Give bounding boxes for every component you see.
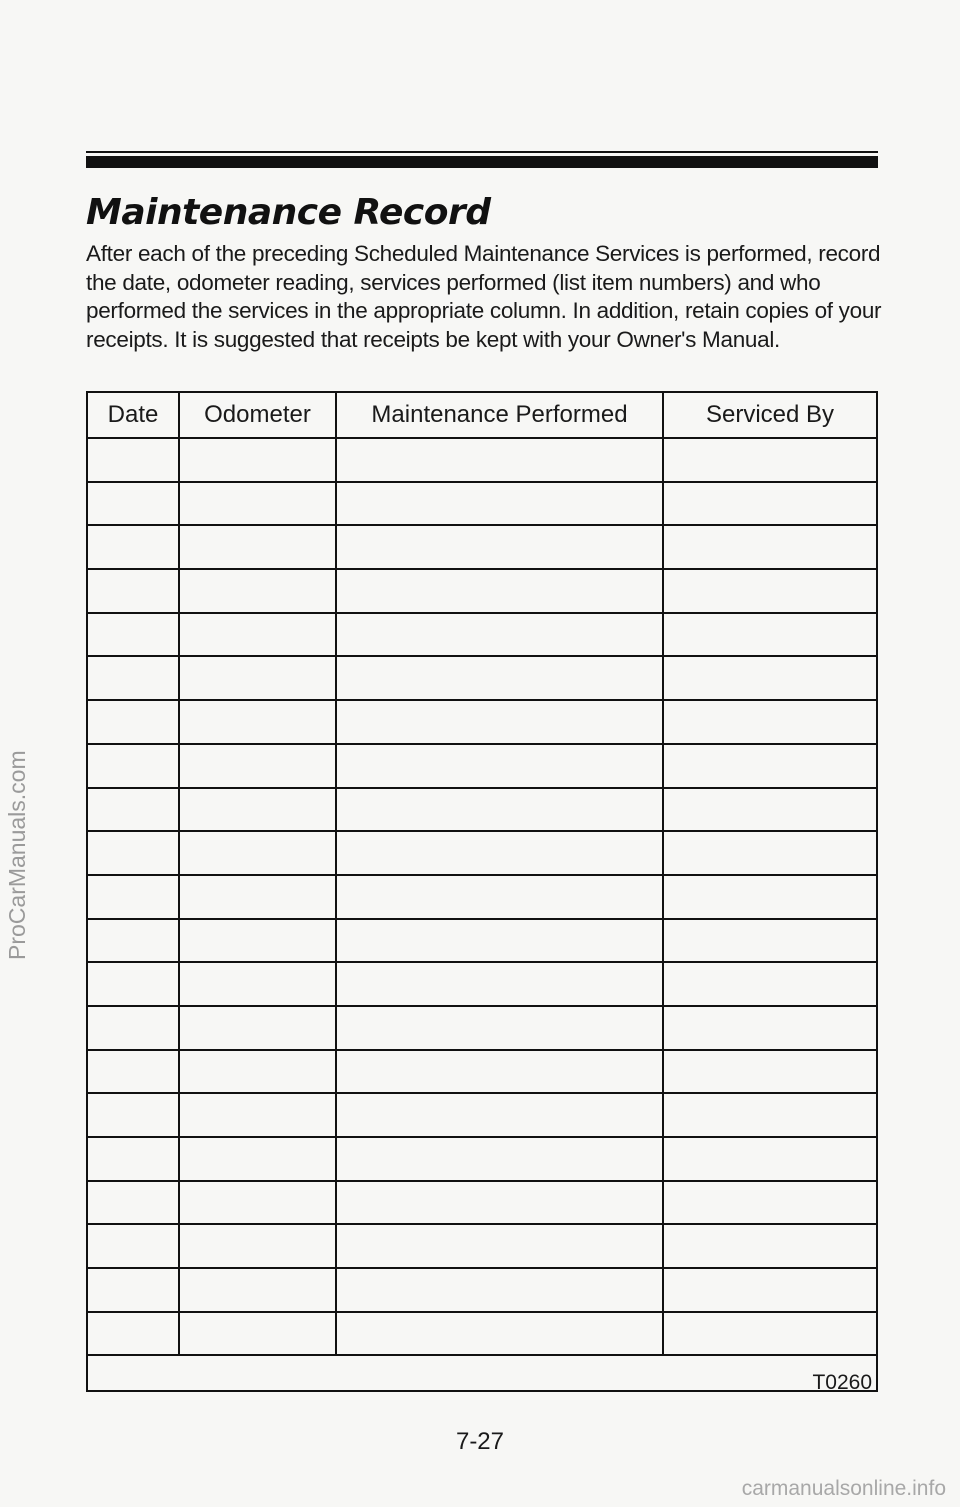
bottom-watermark: carmanualsonline.info: [741, 1477, 946, 1500]
cell-maintenance-performed[interactable]: [337, 439, 664, 481]
table-row: [88, 1138, 876, 1182]
cell-maintenance-performed[interactable]: [337, 701, 664, 743]
table-row: [88, 526, 876, 570]
cell-odometer[interactable]: [180, 570, 337, 612]
header-thin-rule: [86, 151, 878, 153]
cell-maintenance-performed[interactable]: [337, 920, 664, 962]
cell-date[interactable]: [88, 657, 180, 699]
table-header-row: [88, 393, 876, 439]
cell-odometer[interactable]: [180, 1269, 337, 1311]
cell-serviced-by[interactable]: [664, 483, 876, 525]
table-row: [88, 1269, 876, 1313]
table-row: [88, 1225, 876, 1269]
cell-maintenance-performed[interactable]: [337, 1007, 664, 1049]
cell-odometer[interactable]: [180, 1007, 337, 1049]
cell-date[interactable]: [88, 570, 180, 612]
table-row: [88, 657, 876, 701]
header-serviced-by: Serviced By: [705, 401, 835, 428]
intro-paragraph: After each of the preceding Scheduled Maintenance Services is performed, record the date, odometer reading, services performed (list item numbers) and who performed the services in the appropriate column. In addition, retain copies of your receipts. It is suggested that receipts be kept with your Owner's Manual.: [86, 241, 882, 352]
cell-date[interactable]: [88, 1225, 180, 1267]
table-body: [88, 439, 876, 1356]
cell-maintenance-performed[interactable]: [337, 1269, 664, 1311]
cell-serviced-by[interactable]: [664, 526, 876, 568]
table-row: [88, 1094, 876, 1138]
cell-odometer[interactable]: [180, 963, 337, 1005]
table-row: [88, 701, 876, 745]
cell-maintenance-performed[interactable]: [337, 832, 664, 874]
cell-serviced-by[interactable]: [664, 614, 876, 656]
cell-maintenance-performed[interactable]: [337, 745, 664, 787]
table-row: [88, 745, 876, 789]
cell-serviced-by[interactable]: [664, 570, 876, 612]
cell-odometer[interactable]: [180, 483, 337, 525]
cell-serviced-by[interactable]: [664, 657, 876, 699]
cell-date[interactable]: [88, 1313, 180, 1355]
figure-code: T0260: [812, 1371, 872, 1395]
cell-serviced-by[interactable]: [664, 1269, 876, 1311]
cell-maintenance-performed[interactable]: [337, 526, 664, 568]
cell-date[interactable]: [88, 1094, 180, 1136]
cell-odometer[interactable]: [180, 657, 337, 699]
cell-odometer[interactable]: [180, 876, 337, 918]
cell-maintenance-performed[interactable]: [337, 1138, 664, 1180]
table-row: [88, 1007, 876, 1051]
table-row: [88, 963, 876, 1007]
cell-serviced-by[interactable]: [664, 1138, 876, 1180]
table-row: [88, 789, 876, 833]
cell-odometer[interactable]: [180, 1182, 337, 1224]
side-watermark: ProCarManuals.com: [4, 750, 30, 960]
cell-serviced-by[interactable]: [664, 745, 876, 787]
cell-serviced-by[interactable]: [664, 1225, 876, 1267]
table-row: [88, 1313, 876, 1357]
cell-date[interactable]: [88, 832, 180, 874]
cell-odometer[interactable]: [180, 526, 337, 568]
cell-maintenance-performed[interactable]: [337, 1225, 664, 1267]
cell-serviced-by[interactable]: [664, 920, 876, 962]
cell-date[interactable]: [88, 963, 180, 1005]
cell-date[interactable]: [88, 1138, 180, 1180]
cell-serviced-by[interactable]: [664, 1051, 876, 1093]
cell-odometer[interactable]: [180, 614, 337, 656]
table-row: [88, 614, 876, 658]
cell-maintenance-performed[interactable]: [337, 963, 664, 1005]
cell-odometer[interactable]: [180, 1313, 337, 1355]
table-row: [88, 1051, 876, 1095]
table-row: [88, 483, 876, 527]
cell-odometer[interactable]: [180, 745, 337, 787]
cell-date[interactable]: [88, 876, 180, 918]
cell-maintenance-performed[interactable]: [337, 483, 664, 525]
header-odometer: Odometer: [180, 393, 337, 437]
table-row: [88, 439, 876, 483]
cell-serviced-by[interactable]: [664, 963, 876, 1005]
cell-maintenance-performed[interactable]: [337, 1094, 664, 1136]
cell-serviced-by[interactable]: [664, 832, 876, 874]
cell-date[interactable]: [88, 526, 180, 568]
cell-odometer[interactable]: [180, 789, 337, 831]
cell-maintenance-performed[interactable]: [337, 657, 664, 699]
cell-date[interactable]: [88, 920, 180, 962]
cell-maintenance-performed[interactable]: [337, 1313, 664, 1355]
cell-maintenance-performed[interactable]: [337, 614, 664, 656]
cell-date[interactable]: [88, 1182, 180, 1224]
cell-serviced-by[interactable]: [664, 701, 876, 743]
header-thick-rule: [86, 156, 878, 168]
maintenance-record-table: [86, 391, 878, 1395]
cell-maintenance-performed[interactable]: [337, 1051, 664, 1093]
table-row: [88, 570, 876, 614]
header-date: Date: [88, 393, 180, 437]
table-footer: [88, 1356, 876, 1401]
table-row: [88, 832, 876, 876]
cell-odometer[interactable]: [180, 832, 337, 874]
cell-maintenance-performed[interactable]: [337, 876, 664, 918]
cell-odometer[interactable]: [180, 1051, 337, 1093]
table-row: [88, 1182, 876, 1226]
cell-odometer[interactable]: [180, 439, 337, 481]
cell-serviced-by[interactable]: [664, 876, 876, 918]
cell-odometer[interactable]: [180, 1094, 337, 1136]
cell-maintenance-performed[interactable]: [337, 1182, 664, 1224]
cell-serviced-by[interactable]: [664, 1094, 876, 1136]
cell-date[interactable]: [88, 1051, 180, 1093]
table-row: [88, 920, 876, 964]
cell-odometer[interactable]: [180, 1225, 337, 1267]
cell-maintenance-performed[interactable]: [337, 789, 664, 831]
cell-serviced-by[interactable]: [664, 439, 876, 481]
page-number: 7-27: [455, 1428, 505, 1455]
cell-date[interactable]: [88, 483, 180, 525]
page-title: Maintenance Record: [86, 192, 491, 233]
cell-odometer[interactable]: [180, 1138, 337, 1180]
cell-date[interactable]: [88, 745, 180, 787]
cell-serviced-by[interactable]: [664, 1182, 876, 1224]
cell-date[interactable]: [88, 439, 180, 481]
table-row: [88, 876, 876, 920]
cell-maintenance-performed[interactable]: [337, 570, 664, 612]
cell-date[interactable]: [88, 789, 180, 831]
cell-date[interactable]: [88, 1007, 180, 1049]
header-maintenance-performed: Maintenance Performed: [337, 393, 664, 437]
cell-date[interactable]: [88, 701, 180, 743]
cell-serviced-by[interactable]: [664, 789, 876, 831]
cell-date[interactable]: [88, 1269, 180, 1311]
cell-odometer[interactable]: [180, 701, 337, 743]
cell-date[interactable]: [88, 614, 180, 656]
cell-odometer[interactable]: [180, 920, 337, 962]
cell-serviced-by[interactable]: [664, 1313, 876, 1355]
cell-serviced-by[interactable]: [664, 1007, 876, 1049]
